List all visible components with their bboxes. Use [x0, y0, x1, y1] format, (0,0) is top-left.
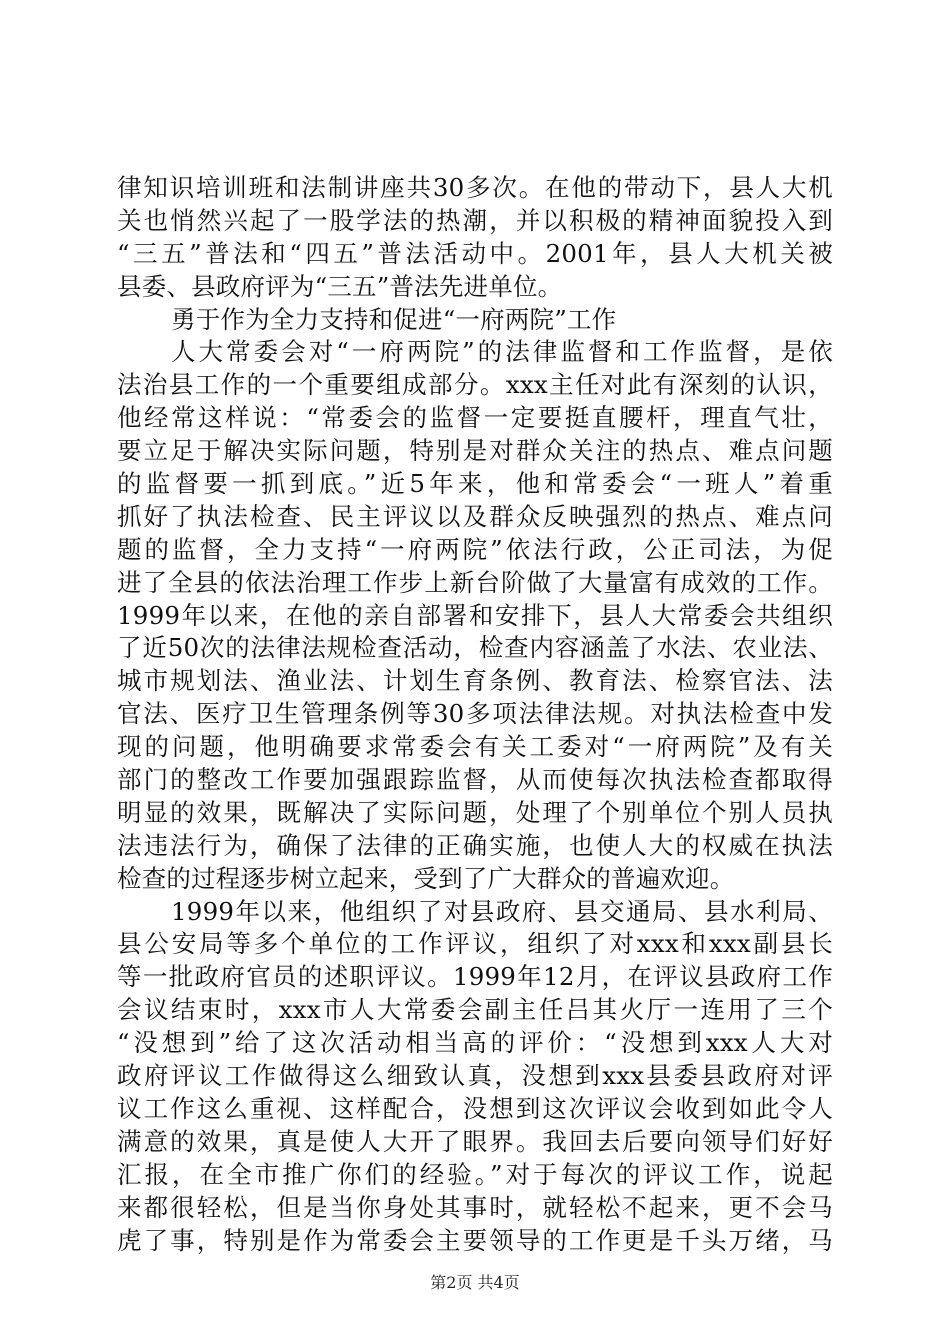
text-line: 部门的整改工作要加强跟踪监督，从而使每次执法检查都取得	[117, 765, 833, 795]
text-line: “没想到”给了这次活动相当高的评价：“没想到xxx人大对	[117, 1028, 833, 1058]
text-line: 等一批政府官员的述职评议。1999年12月，在评议县政府工作	[117, 962, 833, 992]
text-line: 满意的效果，真是使人大开了眼界。我回去后要向领导们好好	[117, 1126, 833, 1156]
text-line: 城市规划法、渔业法、计划生育条例、教育法、检察官法、法	[117, 666, 833, 696]
page-footer: 第2页 共4页	[430, 1273, 520, 1292]
text-line: 关也悄然兴起了一股学法的热潮，并以积极的精神面貌投入到	[117, 205, 833, 235]
text-line: 抓好了执法检查、民主评议以及群众反映强烈的热点、难点问	[117, 501, 833, 531]
text-line: 来都很轻松，但是当你身处其事时，就轻松不起来，更不会马	[117, 1192, 833, 1222]
text-line: 汇报，在全市推广你们的经验。”对于每次的评议工作，说起	[117, 1159, 833, 1189]
text-line: 了近50次的法律法规检查活动，检查内容涵盖了水法、农业法、	[117, 633, 833, 663]
text-line: 进了全县的依法治理工作步上新台阶做了大量富有成效的工作。	[117, 567, 833, 597]
text-line: 1999年以来，在他的亲自部署和安排下，县人大常委会共组织	[117, 600, 833, 630]
text-line: 他经常这样说：“常委会的监督一定要挺直腰杆，理直气壮，	[117, 403, 833, 433]
text-line: 明显的效果，既解决了实际问题，处理了个别单位个别人员执	[117, 797, 833, 827]
text-line: 检查的过程逐步树立起来，受到了广大群众的普遍欢迎。	[117, 863, 735, 893]
text-line: 会议结束时，xxx市人大常委会副主任吕其火厅一连用了三个	[117, 995, 833, 1025]
text-line: 人大常委会对“一府两院”的法律监督和工作监督，是依	[171, 337, 833, 367]
text-line: 要立足于解决实际问题，特别是对群众关注的热点、难点问题	[117, 436, 833, 466]
text-line: 题的监督，全力支持“一府两院”依法行政，公正司法，为促	[117, 534, 833, 564]
text-line: 勇于作为全力支持和促进“一府两院”工作	[171, 304, 617, 334]
document-body	[117, 172, 833, 1257]
text-line: 县委、县政府评为“三五”普法先进单位。	[117, 271, 563, 301]
text-line: 县公安局等多个单位的工作评议，组织了对xxx和xxx副县长	[117, 929, 833, 959]
text-line: 官法、医疗卫生管理条例等30多项法律法规。对执法检查中发	[117, 699, 833, 729]
text-line: 律知识培训班和法制讲座共30多次。在他的带动下，县人大机	[117, 173, 833, 202]
text-line: 政府评议工作做得这么细致认真，没想到xxx县委县政府对评	[117, 1061, 833, 1091]
text-line: 现的问题，他明确要求常委会有关工委对“一府两院”及有关	[117, 732, 833, 762]
text-line: 议工作这么重视、这样配合，没想到这次评议会收到如此令人	[117, 1093, 833, 1123]
text-line: 虎了事，特别是作为常委会主要领导的工作更是千头万绪，马	[117, 1225, 833, 1255]
text-line: 的监督要一抓到底。”近5年来，他和常委会“一班人”着重	[117, 469, 833, 499]
text-line: 法违法行为，确保了法律的正确实施，也使人大的权威在执法	[117, 830, 833, 860]
text-line: 法治县工作的一个重要组成部分。xxx主任对此有深刻的认识，	[117, 370, 833, 400]
text-line: 1999年以来，他组织了对县政府、县交通局、县水利局、	[171, 896, 833, 926]
text-line: “三五”普法和“四五”普法活动中。2001年，县人大机关被	[117, 238, 833, 268]
